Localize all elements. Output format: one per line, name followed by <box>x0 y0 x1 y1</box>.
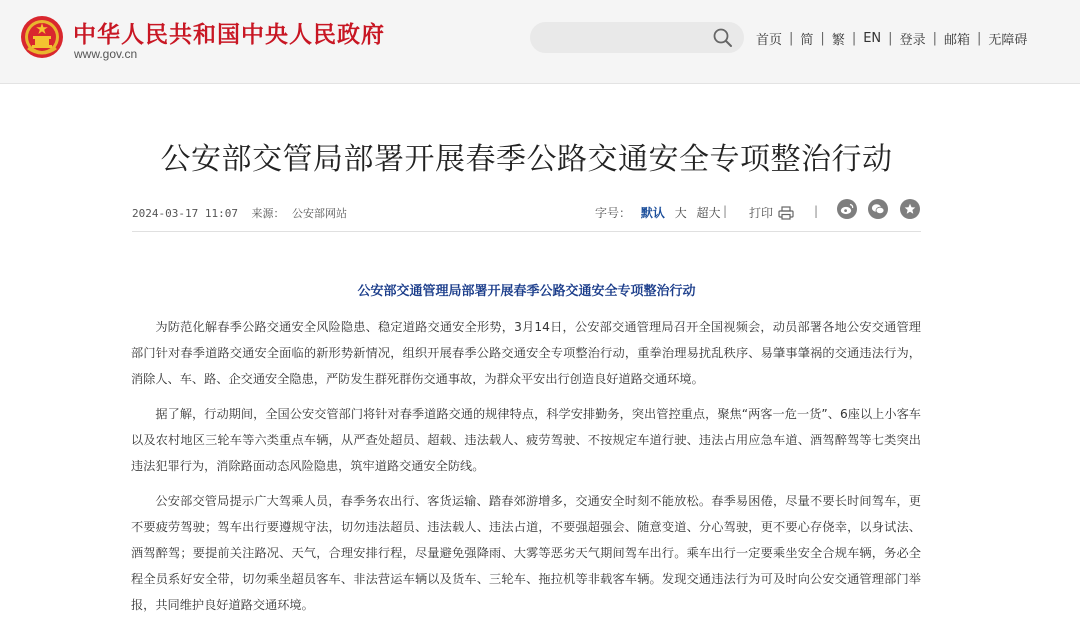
meta-info <box>132 205 347 221</box>
nav-home[interactable]: 首页 <box>756 33 783 48</box>
nav-separator: | <box>820 31 825 46</box>
nav-mail[interactable]: 邮箱 <box>943 33 970 48</box>
article-paragraph: 为防范化解春季公路交通安全风险隐患、稳定道路交通安全形势，3月14日，公安部交通管理局召开全国视频会，动员部署各地公安交通管理部门针对春季道路交通安全面临的新形势新情况，组织开展春季公路交通安全专项整治行动，重拳治理易扰乱秩序、易肇事肇祸的交通违法行为，消除人、车、路、企交通安全隐患，严防发生群死群伤交通事故，为群众平安出行创造良好道路交通环境。 <box>131 320 921 386</box>
nav-separator: | <box>789 31 794 46</box>
article-meta <box>132 198 921 232</box>
meta-divider: | <box>723 204 728 218</box>
font-size-label: 字号： <box>595 206 632 220</box>
site-name[interactable]: 中华人民共和国中央人民政府 <box>73 22 385 48</box>
meta-divider: | <box>814 204 819 218</box>
font-size-large[interactable]: 大 <box>674 206 687 220</box>
site-header <box>0 0 1080 84</box>
print-label: 打印 <box>749 206 774 220</box>
source-name: 公安部网站 <box>291 207 347 220</box>
article-paragraph: 公安部交管局提示广大驾乘人员，春季务农出行、客货运输、踏春郊游增多，交通安全时刻不能放松。春季易困倦，尽量不要长时间驾车，更不要疲劳驾驶；驾车出行要遵规守法，切勿违法超员、违法载人、违法占道，不要强超强会、随意变道、分心驾驶，更不要心存侥幸，以身试法、酒驾醉驾；要提前关注路况、天气，合理安排行程，尽量避免强降雨、大雾等恶劣天气期间驾车出行。乘车出行一定要乘坐安全合规车辆，务必全程全员系好安全带，切勿乘坐超员客车、非法营运车辆以及货车、三轮车、拖拉机等非载客车辆。发现交通违法行为可及时向公安交通管理部门举报，共同维护良好道路交通环境。 <box>131 494 921 612</box>
site-domain: www.gov.cn <box>74 47 138 61</box>
nav-login[interactable]: 登录 <box>899 33 926 48</box>
wechat-icon[interactable] <box>868 199 888 219</box>
printer-icon <box>778 206 794 220</box>
national-emblem-icon[interactable] <box>20 14 64 60</box>
font-size-xlarge[interactable]: 超大 <box>696 206 721 220</box>
nav-separator: | <box>851 31 857 46</box>
nav-separator: | <box>976 31 982 46</box>
publish-date: 2024-03-17 11:07 <box>132 207 238 220</box>
font-size-control <box>595 204 721 221</box>
search-icon[interactable] <box>712 27 734 49</box>
nav-traditional[interactable]: 繁 <box>831 33 845 48</box>
print-button[interactable] <box>749 204 794 221</box>
nav-simplified[interactable]: 简 <box>800 33 814 48</box>
top-nav <box>756 29 1027 48</box>
nav-separator: | <box>932 31 937 46</box>
article-title: 公安部交管局部署开展春季公路交通安全专项整治行动 <box>160 142 893 177</box>
nav-accessibility[interactable]: 无障碍 <box>988 33 1028 48</box>
favorite-star-icon[interactable] <box>900 199 920 219</box>
nav-english[interactable]: EN <box>863 31 882 46</box>
source-label: 来源： <box>251 207 285 220</box>
weibo-icon[interactable] <box>837 199 857 219</box>
article-paragraph: 据了解，行动期间，全国公安交管部门将针对春季道路交通的规律特点，科学安排勤务，突出管控重点，聚焦“两客一危一货”、6座以上小客车以及农村地区三轮车等六类重点车辆，从严查处超员、超载、违法载人、疲劳驾驶、不按规定车道行驶、违法占用应急车道、酒驾醉驾等七类突出违法犯罪行为，消除路面动态风险隐患，筑牢道路交通安全防线。 <box>131 407 921 473</box>
content-subtitle: 公安部交通管理局部署开展春季公路交通安全专项整治行动 <box>357 284 696 299</box>
nav-separator: | <box>888 31 893 46</box>
font-size-default[interactable]: 默认 <box>640 206 665 220</box>
